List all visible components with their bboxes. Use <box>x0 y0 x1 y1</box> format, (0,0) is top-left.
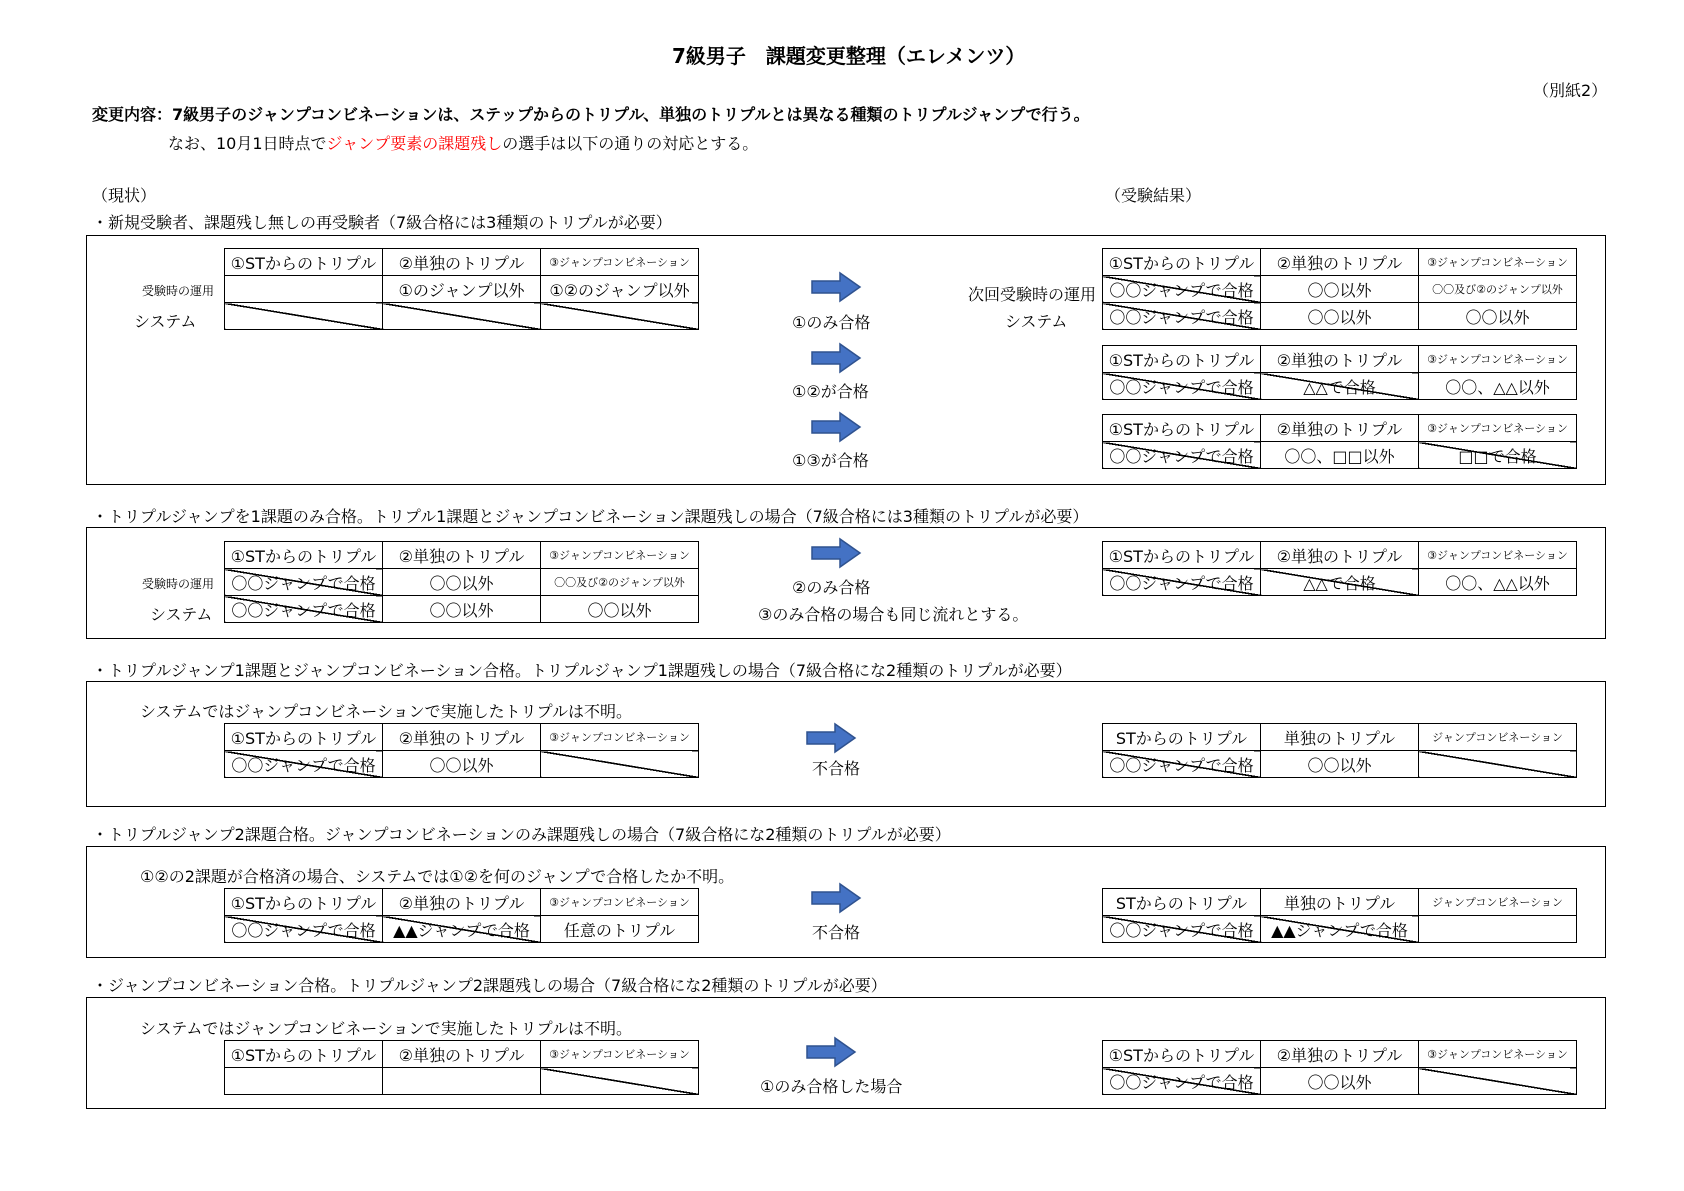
s2-current-table <box>224 541 699 623</box>
header-single: ②単独のトリプル <box>1261 415 1419 442</box>
cell-empty <box>225 1068 383 1095</box>
cell-value: 〇〇及び②のジャンプ以外 <box>541 569 699 596</box>
cell-passed: 〇〇ジャンプで合格 <box>1103 373 1261 400</box>
cell-passed: 〇〇ジャンプで合格 <box>1103 276 1261 303</box>
system-label: システム <box>150 605 213 624</box>
section-2-heading: ・トリプルジャンプを1課題のみ合格。トリプル1課題とジャンプコンビネーション課題残しの場合（7級合格には3種類のトリプルが必要） <box>92 507 1089 526</box>
cell-value: 〇〇及び②のジャンプ以外 <box>1419 276 1577 303</box>
header-st: STからのトリプル <box>1103 889 1261 916</box>
operation-label: 受験時の運用 <box>142 284 215 298</box>
cell-passed: 〇〇ジャンプで合格 <box>1103 751 1261 778</box>
outcome-label: ①のみ合格した場合 <box>760 1077 903 1096</box>
cell-empty <box>383 1068 541 1095</box>
cell-slash <box>541 751 699 778</box>
section-note: ①②の2課題が合格済の場合、システムでは①②を何のジャンプで合格したか不明。 <box>140 867 735 886</box>
cell-slash <box>1419 1068 1577 1095</box>
outcome-label: ②のみ合格 <box>792 578 871 597</box>
header-single: 単独のトリプル <box>1261 724 1419 751</box>
header-combo: ジャンプコンビネーション <box>1419 889 1577 916</box>
cell-value: 〇〇、□□以外 <box>1261 442 1419 469</box>
cell-empty <box>1419 916 1577 943</box>
cell-value: 〇〇以外 <box>1261 303 1419 330</box>
header-single: ②単独のトリプル <box>1261 249 1419 276</box>
header-st: ①STからのトリプル <box>225 1041 383 1068</box>
cell-op-single: ①のジャンプ以外 <box>383 276 541 303</box>
cell-op-combo: ①②のジャンプ以外 <box>541 276 699 303</box>
header-combo: ③ジャンプコンビネーション <box>541 249 699 276</box>
s4-result-table <box>1102 888 1577 943</box>
section-4-heading: ・トリプルジャンプ2課題合格。ジャンプコンビネーションのみ課題残しの場合（7級合格にな2種類のトリプルが必要） <box>92 825 951 844</box>
header-st: ①STからのトリプル <box>1103 249 1261 276</box>
cell-passed: 〇〇ジャンプで合格 <box>225 569 383 596</box>
header-st: ①STからのトリプル <box>1103 1041 1261 1068</box>
cell-value: 〇〇以外 <box>1261 276 1419 303</box>
cell-value: 〇〇以外 <box>541 596 699 623</box>
arrow-right-icon <box>805 722 857 754</box>
cell-passed: △△で合格 <box>1261 569 1419 596</box>
header-st: ①STからのトリプル <box>225 542 383 569</box>
section-note: システムではジャンプコンビネーションで実施したトリプルは不明。 <box>140 1019 633 1038</box>
section-5-heading: ・ジャンプコンビネーション合格。トリプルジャンプ2課題残しの場合（7級合格にな2種類のトリプルが必要） <box>92 976 887 995</box>
header-single: ②単独のトリプル <box>383 249 541 276</box>
attachment-label: （別紙2） <box>1533 81 1608 100</box>
note-suffix: の選手は以下の通りの対応とする。 <box>502 134 759 153</box>
current-label: （現状） <box>92 186 157 205</box>
note-prefix: なお、10月1日時点で <box>168 134 327 153</box>
s1-result-table-1 <box>1102 248 1577 330</box>
arrow-right-icon <box>810 537 862 569</box>
operation-label: 受験時の運用 <box>142 577 215 591</box>
s4-current-table <box>224 888 699 943</box>
header-st: ①STからのトリプル <box>1103 542 1261 569</box>
cell-passed: △△で合格 <box>1261 373 1419 400</box>
header-single: ②単独のトリプル <box>1261 346 1419 373</box>
cell-slash <box>541 303 699 330</box>
system-label: システム <box>1005 312 1068 331</box>
cell-slash <box>541 1068 699 1095</box>
header-combo: ③ジャンプコンビネーション <box>1419 249 1577 276</box>
cell-passed: 〇〇ジャンプで合格 <box>1103 569 1261 596</box>
header-combo: ③ジャンプコンビネーション <box>1419 1041 1577 1068</box>
cell-value: 〇〇、△△以外 <box>1419 569 1577 596</box>
cell-slash <box>383 303 541 330</box>
cell-passed: 〇〇ジャンプで合格 <box>225 916 383 943</box>
outcome-label: ①③が合格 <box>792 451 869 470</box>
cell-passed: □□で合格 <box>1419 442 1577 469</box>
system-label: システム <box>134 312 197 331</box>
note-highlight: ジャンプ要素の課題残し <box>326 134 503 153</box>
cell-value: 〇〇以外 <box>1261 751 1419 778</box>
outcome-note: ③のみ合格の場合も同じ流れとする。 <box>758 605 1029 624</box>
cell-value: 任意のトリプル <box>541 916 699 943</box>
header-combo: ③ジャンプコンビネーション <box>1419 542 1577 569</box>
cell-slash <box>225 303 383 330</box>
cell-value: 〇〇以外 <box>1419 303 1577 330</box>
s3-current-table <box>224 723 699 778</box>
header-single: ②単独のトリプル <box>383 724 541 751</box>
outcome-label: 不合格 <box>812 759 861 778</box>
arrow-right-icon <box>810 342 862 374</box>
cell-passed: 〇〇ジャンプで合格 <box>1103 916 1261 943</box>
outcome-label: ①のみ合格 <box>792 313 871 332</box>
header-combo: ③ジャンプコンビネーション <box>541 889 699 916</box>
header-st: ①STからのトリプル <box>225 249 383 276</box>
cell-passed: 〇〇ジャンプで合格 <box>225 751 383 778</box>
section-note: システムではジャンプコンビネーションで実施したトリプルは不明。 <box>140 702 633 721</box>
result-label: （受験結果） <box>1105 186 1202 205</box>
header-combo: ③ジャンプコンビネーション <box>541 1041 699 1068</box>
cell-value: 〇〇以外 <box>383 569 541 596</box>
cell-passed: 〇〇ジャンプで合格 <box>1103 1068 1261 1095</box>
cell-passed: 〇〇ジャンプで合格 <box>225 596 383 623</box>
cell-passed: ▲▲ジャンプで合格 <box>1261 916 1419 943</box>
header-st: ①STからのトリプル <box>1103 415 1261 442</box>
cell-value: 〇〇以外 <box>383 751 541 778</box>
header-st: ①STからのトリプル <box>225 724 383 751</box>
next-operation-label: 次回受験時の運用 <box>968 285 1097 304</box>
header-combo: ③ジャンプコンビネーション <box>541 542 699 569</box>
header-st: ①STからのトリプル <box>225 889 383 916</box>
header-single: ②単独のトリプル <box>1261 542 1419 569</box>
header-single: ②単独のトリプル <box>1261 1041 1419 1068</box>
cell-passed: 〇〇ジャンプで合格 <box>1103 442 1261 469</box>
s1-result-table-3 <box>1102 414 1577 469</box>
section-3-heading: ・トリプルジャンプ1課題とジャンプコンビネーション合格。トリプルジャンプ1課題残しの場合（7級合格にな2種類のトリプルが必要） <box>92 661 1072 680</box>
arrow-right-icon <box>805 1036 857 1068</box>
header-single: ②単独のトリプル <box>383 542 541 569</box>
header-single: ②単独のトリプル <box>383 889 541 916</box>
s3-result-table <box>1102 723 1577 778</box>
s2-result-table <box>1102 541 1577 596</box>
cell-passed: 〇〇ジャンプで合格 <box>1103 303 1261 330</box>
cell-value: 〇〇、△△以外 <box>1419 373 1577 400</box>
change-description: 変更内容：7級男子のジャンプコンビネーションは、ステップからのトリプル、単独のトリプルとは異なる種類のトリプルジャンプで行う。 <box>92 105 1090 124</box>
s5-result-table <box>1102 1040 1577 1095</box>
cell-empty <box>225 276 383 303</box>
header-combo: ③ジャンプコンビネーション <box>541 724 699 751</box>
s5-current-table <box>224 1040 699 1095</box>
s1-current-table <box>224 248 699 330</box>
cell-value: 〇〇以外 <box>383 596 541 623</box>
page-title: 7級男子 課題変更整理（エレメンツ） <box>672 44 1026 68</box>
header-combo: ③ジャンプコンビネーション <box>1419 346 1577 373</box>
header-combo: ③ジャンプコンビネーション <box>1419 415 1577 442</box>
arrow-right-icon <box>810 271 862 303</box>
s1-result-table-2 <box>1102 345 1577 400</box>
header-combo: ジャンプコンビネーション <box>1419 724 1577 751</box>
arrow-right-icon <box>810 882 862 914</box>
note-line <box>168 131 758 154</box>
section-1-heading: ・新規受験者、課題残し無しの再受験者（7級合格には3種類のトリプルが必要） <box>92 213 672 232</box>
arrow-right-icon <box>810 411 862 443</box>
header-single: ②単独のトリプル <box>383 1041 541 1068</box>
outcome-label: 不合格 <box>812 923 861 942</box>
header-single: 単独のトリプル <box>1261 889 1419 916</box>
header-st: STからのトリプル <box>1103 724 1261 751</box>
header-st: ①STからのトリプル <box>1103 346 1261 373</box>
cell-passed: ▲▲ジャンプで合格 <box>383 916 541 943</box>
outcome-label: ①②が合格 <box>792 382 869 401</box>
cell-slash <box>1419 751 1577 778</box>
cell-value: 〇〇以外 <box>1261 1068 1419 1095</box>
